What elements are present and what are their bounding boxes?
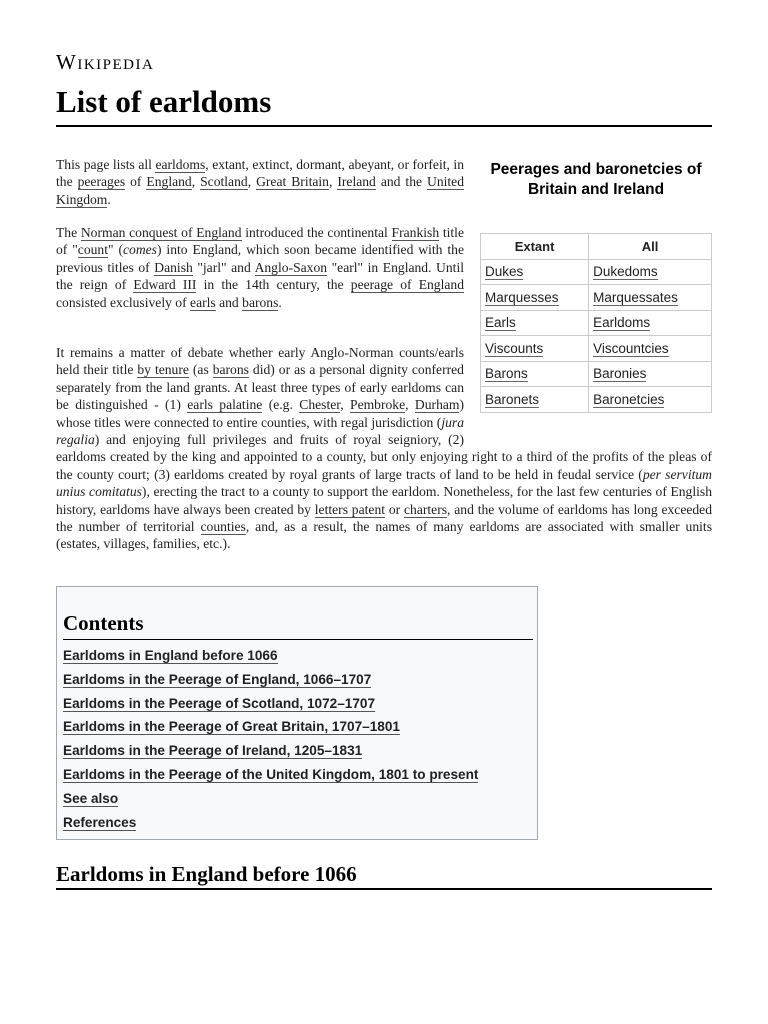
inline-link[interactable]: Frankish xyxy=(391,225,440,240)
section-heading: Earldoms in England before 1066 xyxy=(56,862,357,886)
toc-list xyxy=(63,647,478,837)
inline-link[interactable]: earls palatine xyxy=(187,397,263,413)
inline-link[interactable]: United Kingdom xyxy=(56,174,465,207)
inline-link[interactable]: barons xyxy=(242,294,279,310)
toc-link[interactable]: See also xyxy=(63,790,119,806)
text-run: title of " xyxy=(56,225,464,258)
text-run: It remains a matter of debate whether early Anglo-Norman counts/earls held their title xyxy=(56,345,464,378)
toc-item xyxy=(63,766,478,790)
infobox-link[interactable]: Baronetcies xyxy=(593,391,665,407)
inline-link[interactable]: count xyxy=(77,242,108,258)
inline-link[interactable]: Chester xyxy=(299,397,341,413)
text-run: (as xyxy=(188,362,213,378)
infobox-cell xyxy=(481,310,589,336)
text-run: This page lists all xyxy=(56,157,156,172)
peerages-infobox xyxy=(480,160,712,407)
toc-divider xyxy=(63,639,533,640)
text-run: ) into England, which soon became identified with the previous titles of xyxy=(56,242,464,275)
inline-link[interactable]: England xyxy=(146,174,192,190)
toc-item xyxy=(63,671,478,695)
inline-link[interactable]: Danish xyxy=(154,259,193,275)
infobox-cell xyxy=(589,259,712,285)
infobox-cell xyxy=(481,387,589,413)
infobox-cell xyxy=(589,336,712,362)
inline-link[interactable]: Pembroke xyxy=(350,397,406,413)
infobox-link[interactable]: Barons xyxy=(485,366,528,382)
text-run: " ( xyxy=(108,242,123,258)
toc-link[interactable]: Earldoms in the Peerage of the United Kingdom, 1801 to present xyxy=(63,766,479,782)
infobox-link[interactable]: Dukes xyxy=(485,264,524,280)
infobox-link[interactable]: Viscountcies xyxy=(593,340,669,356)
inline-link[interactable]: Norman conquest of England xyxy=(80,225,242,240)
infobox-cell xyxy=(589,310,712,336)
text-run: , and, as a result, the names of many earldoms are associated with smaller units (estates, villages, families, etc.). xyxy=(56,519,712,552)
toc-link[interactable]: References xyxy=(63,814,137,830)
infobox-header-extant: Extant xyxy=(481,234,589,260)
text-run: The xyxy=(56,225,81,240)
text-run: ) whose titles were connected to entire counties, with regal jurisdiction ( xyxy=(56,397,464,430)
toc-item xyxy=(63,718,478,742)
text-run: of xyxy=(125,174,147,190)
text-run: , extant, extinct, dormant, abeyant, or forfeit, in the xyxy=(56,157,464,190)
text-run: "earl" in England. Until the reign of xyxy=(56,259,464,293)
infobox-row xyxy=(481,361,712,387)
infobox-cell xyxy=(481,361,589,387)
infobox-cell xyxy=(589,361,712,387)
italic-text: per servitum unius comitatus xyxy=(56,466,713,500)
toc-link[interactable]: Earldoms in the Peerage of Scotland, 1072–1707 xyxy=(63,695,376,711)
toc-title: Contents xyxy=(63,611,144,635)
toc-item xyxy=(63,647,478,671)
title-divider xyxy=(56,125,712,127)
text-run: or xyxy=(385,501,404,517)
infobox-header-all: All xyxy=(589,234,712,260)
infobox-table xyxy=(480,233,712,413)
inline-link[interactable]: peerage of England xyxy=(350,277,465,293)
inline-link[interactable]: barons xyxy=(212,362,249,378)
italic-text: jura regalia xyxy=(56,414,464,448)
inline-link[interactable]: earldoms xyxy=(155,157,206,172)
toc-item xyxy=(63,695,478,719)
infobox-row xyxy=(481,387,712,413)
text-run: , xyxy=(191,174,201,190)
inline-link[interactable]: charters xyxy=(404,501,448,517)
infobox-row xyxy=(481,285,712,311)
text-run: ) and enjoying full privileges and fruits of royal seigniory, (2) earldoms created by the king and appointed to a county, but only enjoying right to a third of the profits of the pleas of the county court; (3) earldoms created by royal grants of large tracts of land to be held in feudal service ( xyxy=(56,432,712,482)
inline-link[interactable]: Great Britain xyxy=(256,174,329,190)
infobox-cell xyxy=(481,285,589,311)
text-run: , xyxy=(328,174,338,190)
inline-link[interactable]: by tenure xyxy=(137,362,189,378)
infobox-link[interactable]: Marquesses xyxy=(485,289,559,305)
text-run: and the xyxy=(375,174,428,190)
infobox-cell xyxy=(481,259,589,285)
text-run: did) or as a personal dignity conferred separately from the land grants. At least three types of early earldoms can be distinguished - (1) xyxy=(56,362,464,413)
infobox-link[interactable]: Dukedoms xyxy=(593,264,658,280)
italic-text: comes xyxy=(123,242,157,258)
wikipedia-logo[interactable]: Wikipedia xyxy=(56,50,155,74)
infobox-row xyxy=(481,259,712,285)
toc-link[interactable]: Earldoms in the Peerage of Great Britain, 1707–1801 xyxy=(63,719,400,735)
infobox-cell xyxy=(481,336,589,362)
toc-item xyxy=(63,814,478,838)
page-title: List of earldoms xyxy=(56,84,272,119)
text-run: and xyxy=(215,294,243,310)
text-run: ), erecting the tract to a county to support the earldom. Nonetheless, for the last few centuries of English history, earldoms have always been created by xyxy=(56,484,712,517)
infobox-link[interactable]: Marquessates xyxy=(593,289,678,305)
infobox-cell xyxy=(589,387,712,413)
text-run: introduced the continental xyxy=(241,225,392,240)
infobox-link[interactable]: Baronies xyxy=(593,366,647,382)
text-run: (e.g. xyxy=(262,397,300,413)
infobox-row xyxy=(481,310,712,336)
inline-link[interactable]: counties xyxy=(200,519,246,535)
intro-paragraph-1 xyxy=(56,156,464,208)
infobox-row xyxy=(481,336,712,362)
inline-link[interactable]: letters patent xyxy=(314,501,386,517)
text-run: , and the volume of earldoms has long exceeded the number of territorial xyxy=(56,501,713,535)
inline-link[interactable]: Durham xyxy=(414,397,460,413)
inline-link[interactable]: Anglo-Saxon xyxy=(254,259,328,275)
intro-paragraph-2 xyxy=(56,224,464,311)
infobox-title: Peerages and baronetcies of Britain and Ireland xyxy=(490,161,702,198)
text-run: in the 14th century, the xyxy=(196,277,351,293)
text-run: , xyxy=(340,397,351,413)
infobox-cell xyxy=(589,285,712,311)
toc-link[interactable]: Earldoms in the Peerage of Ireland, 1205–1831 xyxy=(63,743,363,759)
inline-link[interactable]: peerages xyxy=(77,174,126,190)
text-run: consisted exclusively of xyxy=(56,294,191,310)
infobox-link[interactable]: Baronets xyxy=(485,391,540,407)
section-divider xyxy=(56,888,712,890)
toc-item xyxy=(63,742,478,766)
toc-item xyxy=(63,790,478,814)
inline-link[interactable]: Scotland xyxy=(200,174,248,190)
text-run: , xyxy=(405,397,415,413)
toc-link[interactable]: Earldoms in England before 1066 xyxy=(63,648,278,663)
infobox-link[interactable]: Viscounts xyxy=(485,340,544,356)
inline-link[interactable]: earls xyxy=(190,294,216,310)
infobox-link[interactable]: Earldoms xyxy=(593,315,651,331)
inline-link[interactable]: Ireland xyxy=(337,174,376,190)
text-run: . xyxy=(107,191,111,207)
text-run: , xyxy=(247,174,257,190)
text-run: . xyxy=(278,294,282,310)
infobox-link[interactable]: Earls xyxy=(485,315,516,331)
text-run: "jarl" and xyxy=(192,259,255,275)
toc-link[interactable]: Earldoms in the Peerage of England, 1066–1707 xyxy=(63,671,372,687)
inline-link[interactable]: Edward III xyxy=(133,277,197,293)
table-of-contents xyxy=(56,586,538,840)
